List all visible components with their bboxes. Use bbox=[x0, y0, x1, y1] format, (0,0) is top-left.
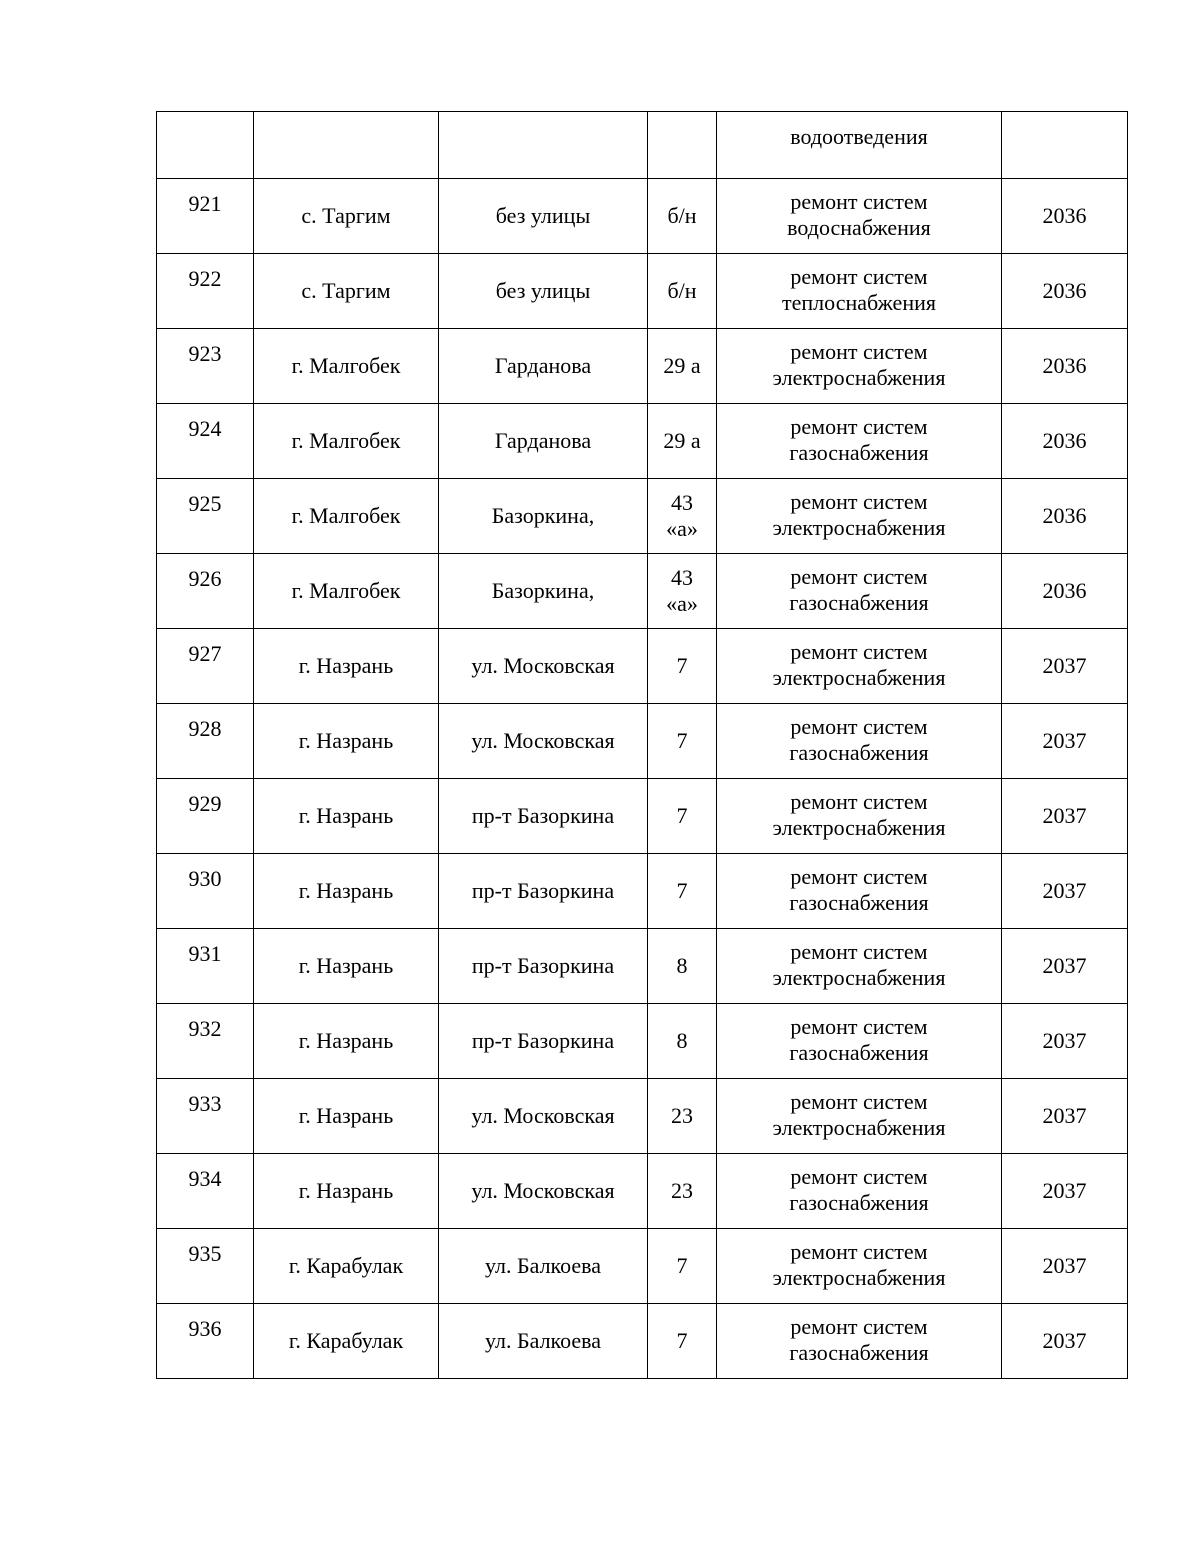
work-type-line: электроснабжения bbox=[772, 815, 946, 840]
cell-year: 2036 bbox=[1002, 479, 1128, 554]
work-type-line: ремонт систем bbox=[790, 939, 928, 964]
cell-year: 2037 bbox=[1002, 1004, 1128, 1079]
cell-settlement: г. Карабулак bbox=[254, 1229, 439, 1304]
table-row bbox=[157, 1304, 1128, 1379]
cell-settlement: г. Карабулак bbox=[254, 1304, 439, 1379]
cell-street: Базоркина, bbox=[439, 554, 648, 629]
cell-work-type bbox=[717, 112, 1002, 179]
cell-year: 2037 bbox=[1002, 1304, 1128, 1379]
work-type-line: ремонт систем bbox=[790, 564, 928, 589]
cell-settlement: г. Назрань bbox=[254, 704, 439, 779]
cell-street: без улицы bbox=[439, 254, 648, 329]
work-type-line: ремонт систем bbox=[790, 1239, 928, 1264]
cell-house: 7 bbox=[648, 629, 717, 704]
cell-work-type bbox=[717, 254, 1002, 329]
work-type-line: газоснабжения bbox=[789, 890, 929, 915]
cell-street: без улицы bbox=[439, 179, 648, 254]
cell-street: Гарданова bbox=[439, 329, 648, 404]
work-type-line: газоснабжения bbox=[789, 740, 929, 765]
cell-work-type bbox=[717, 179, 1002, 254]
cell-house: 7 bbox=[648, 704, 717, 779]
cell-street: пр-т Базоркина bbox=[439, 779, 648, 854]
work-type-line: ремонт систем bbox=[790, 339, 928, 364]
cell-work-type bbox=[717, 854, 1002, 929]
cell-street: Базоркина, bbox=[439, 479, 648, 554]
table-row bbox=[157, 179, 1128, 254]
table-row-continuation bbox=[157, 112, 1128, 179]
repair-schedule-table bbox=[156, 111, 1128, 1379]
cell-house: 43 «а» bbox=[648, 479, 717, 554]
cell-street: Гарданова bbox=[439, 404, 648, 479]
cell-street: ул. Московская bbox=[439, 629, 648, 704]
cell-num: 924 bbox=[157, 404, 254, 479]
work-type-line: газоснабжения bbox=[789, 1340, 929, 1365]
cell-house: 7 bbox=[648, 854, 717, 929]
cell-year: 2037 bbox=[1002, 854, 1128, 929]
cell-house: б/н bbox=[648, 179, 717, 254]
cell-work-type bbox=[717, 929, 1002, 1004]
cell-street: ул. Балкоева bbox=[439, 1304, 648, 1379]
cell-street: пр-т Базоркина bbox=[439, 929, 648, 1004]
table-row bbox=[157, 554, 1128, 629]
cell-settlement: с. Таргим bbox=[254, 179, 439, 254]
cell-house: 23 bbox=[648, 1079, 717, 1154]
work-type-line: газоснабжения bbox=[789, 440, 929, 465]
cell-work-type bbox=[717, 1079, 1002, 1154]
cell-work-type bbox=[717, 704, 1002, 779]
work-type-line: ремонт систем bbox=[790, 714, 928, 739]
cell-settlement: г. Назрань bbox=[254, 1004, 439, 1079]
cell-num: 934 bbox=[157, 1154, 254, 1229]
work-type-line: газоснабжения bbox=[789, 1190, 929, 1215]
table-row bbox=[157, 779, 1128, 854]
cell-num: 922 bbox=[157, 254, 254, 329]
cell-house: 7 bbox=[648, 779, 717, 854]
work-type-line: газоснабжения bbox=[789, 1040, 929, 1065]
table-row bbox=[157, 329, 1128, 404]
work-type-line: ремонт систем bbox=[790, 1089, 928, 1114]
cell-settlement: г. Малгобек bbox=[254, 329, 439, 404]
work-type-line: ремонт систем bbox=[790, 1014, 928, 1039]
cell-num: 923 bbox=[157, 329, 254, 404]
cell-year: 2036 bbox=[1002, 554, 1128, 629]
cell-year: 2037 bbox=[1002, 704, 1128, 779]
cell-settlement: г. Назрань bbox=[254, 929, 439, 1004]
work-type-line: ремонт систем bbox=[790, 189, 928, 214]
cell-settlement: г. Назрань bbox=[254, 854, 439, 929]
work-type-line: ремонт систем bbox=[790, 1164, 928, 1189]
work-type-line: ремонт систем bbox=[790, 639, 928, 664]
table-row bbox=[157, 854, 1128, 929]
cell-work-type bbox=[717, 1004, 1002, 1079]
cell-num: 921 bbox=[157, 179, 254, 254]
table-row bbox=[157, 629, 1128, 704]
cell-work-type bbox=[717, 554, 1002, 629]
cell-work-type bbox=[717, 1229, 1002, 1304]
table-row bbox=[157, 254, 1128, 329]
cell-year bbox=[1002, 112, 1128, 179]
cell-num: 927 bbox=[157, 629, 254, 704]
cell-settlement: г. Назрань bbox=[254, 779, 439, 854]
cell-num: 933 bbox=[157, 1079, 254, 1154]
cell-house: 7 bbox=[648, 1304, 717, 1379]
cell-house: 23 bbox=[648, 1154, 717, 1229]
table-row bbox=[157, 929, 1128, 1004]
cell-house: 7 bbox=[648, 1229, 717, 1304]
table-row bbox=[157, 1229, 1128, 1304]
table-body bbox=[157, 112, 1128, 1379]
cell-settlement: г. Малгобек bbox=[254, 554, 439, 629]
work-type-line: ремонт систем bbox=[790, 489, 928, 514]
work-type-line: электроснабжения bbox=[772, 665, 946, 690]
work-type-line: ремонт систем bbox=[790, 789, 928, 814]
work-type-line: теплоснабжения bbox=[782, 290, 936, 315]
cell-year: 2037 bbox=[1002, 1229, 1128, 1304]
cell-work-type bbox=[717, 329, 1002, 404]
cell-year: 2037 bbox=[1002, 629, 1128, 704]
cell-year: 2036 bbox=[1002, 179, 1128, 254]
cell-num: 931 bbox=[157, 929, 254, 1004]
cell-year: 2036 bbox=[1002, 404, 1128, 479]
cell-street: пр-т Базоркина bbox=[439, 1004, 648, 1079]
work-type-line: электроснабжения bbox=[772, 365, 946, 390]
cell-house: 8 bbox=[648, 1004, 717, 1079]
cell-num: 935 bbox=[157, 1229, 254, 1304]
cell-street: ул. Московская bbox=[439, 1154, 648, 1229]
cell-num: 930 bbox=[157, 854, 254, 929]
cell-street: ул. Московская bbox=[439, 704, 648, 779]
table-row bbox=[157, 404, 1128, 479]
cell-street bbox=[439, 112, 648, 179]
cell-num: 929 bbox=[157, 779, 254, 854]
cell-year: 2037 bbox=[1002, 779, 1128, 854]
work-type-line: ремонт систем bbox=[790, 414, 928, 439]
cell-settlement: г. Назрань bbox=[254, 629, 439, 704]
cell-num: 928 bbox=[157, 704, 254, 779]
cell-work-type bbox=[717, 1304, 1002, 1379]
work-type-line: газоснабжения bbox=[789, 590, 929, 615]
table-row bbox=[157, 1154, 1128, 1229]
cell-house: 29 а bbox=[648, 404, 717, 479]
table-row bbox=[157, 1079, 1128, 1154]
cell-settlement: г. Малгобек bbox=[254, 479, 439, 554]
work-type-line: водоотведения bbox=[790, 124, 928, 149]
work-type-line: водоснабжения bbox=[787, 215, 931, 240]
cell-year: 2037 bbox=[1002, 929, 1128, 1004]
cell-num bbox=[157, 112, 254, 179]
cell-work-type bbox=[717, 404, 1002, 479]
cell-house: 29 а bbox=[648, 329, 717, 404]
cell-street: ул. Московская bbox=[439, 1079, 648, 1154]
cell-work-type bbox=[717, 779, 1002, 854]
table-row bbox=[157, 704, 1128, 779]
work-type-line: ремонт систем bbox=[790, 264, 928, 289]
cell-work-type bbox=[717, 1154, 1002, 1229]
cell-work-type bbox=[717, 629, 1002, 704]
work-type-line: электроснабжения bbox=[772, 965, 946, 990]
cell-street: ул. Балкоева bbox=[439, 1229, 648, 1304]
cell-settlement: г. Малгобек bbox=[254, 404, 439, 479]
cell-settlement: с. Таргим bbox=[254, 254, 439, 329]
cell-year: 2036 bbox=[1002, 329, 1128, 404]
cell-num: 932 bbox=[157, 1004, 254, 1079]
cell-house: 8 bbox=[648, 929, 717, 1004]
cell-house: б/н bbox=[648, 254, 717, 329]
cell-settlement: г. Назрань bbox=[254, 1079, 439, 1154]
cell-num: 936 bbox=[157, 1304, 254, 1379]
work-type-line: электроснабжения bbox=[772, 1265, 946, 1290]
work-type-line: ремонт систем bbox=[790, 864, 928, 889]
work-type-line: электроснабжения bbox=[772, 515, 946, 540]
table-row bbox=[157, 479, 1128, 554]
cell-street: пр-т Базоркина bbox=[439, 854, 648, 929]
table-row bbox=[157, 1004, 1128, 1079]
cell-settlement bbox=[254, 112, 439, 179]
cell-settlement: г. Назрань bbox=[254, 1154, 439, 1229]
cell-house: 43 «а» bbox=[648, 554, 717, 629]
cell-work-type bbox=[717, 479, 1002, 554]
cell-year: 2037 bbox=[1002, 1079, 1128, 1154]
cell-year: 2036 bbox=[1002, 254, 1128, 329]
cell-num: 925 bbox=[157, 479, 254, 554]
work-type-line: ремонт систем bbox=[790, 1314, 928, 1339]
cell-num: 926 bbox=[157, 554, 254, 629]
cell-year: 2037 bbox=[1002, 1154, 1128, 1229]
cell-house bbox=[648, 112, 717, 179]
work-type-line: электроснабжения bbox=[772, 1115, 946, 1140]
